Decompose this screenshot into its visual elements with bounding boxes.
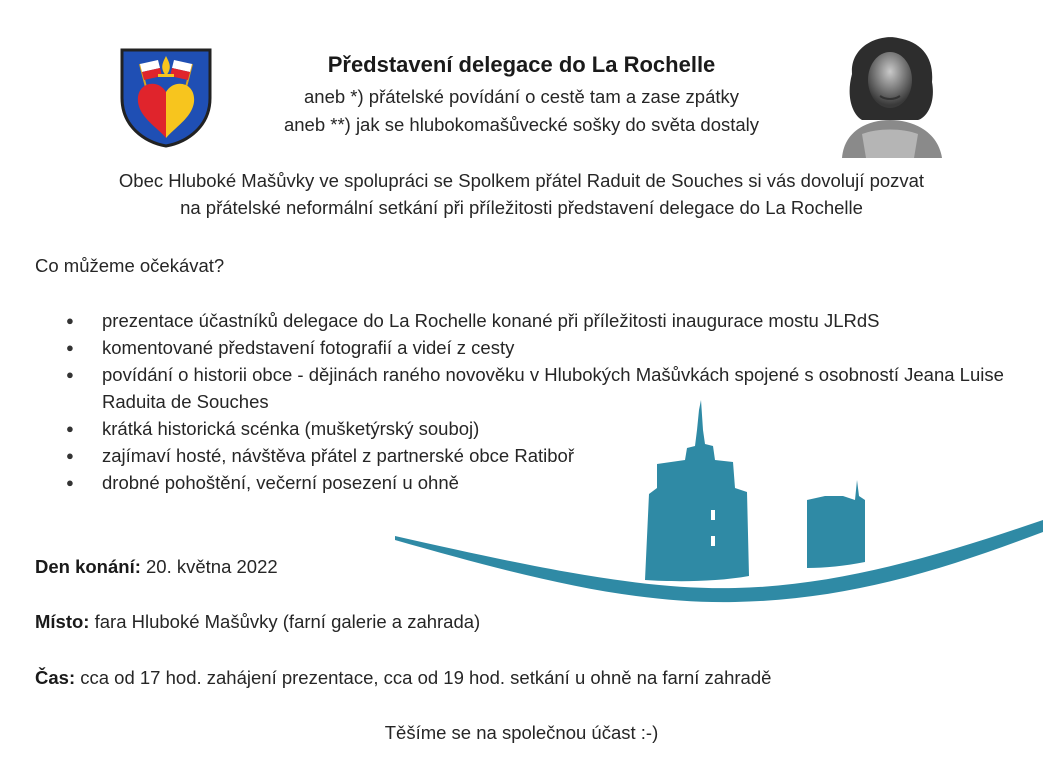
place-value: fara Hluboké Mašůvky (farní galerie a zahrada)	[89, 611, 481, 632]
date-label: Den konání:	[35, 556, 141, 577]
intro-line-1: Obec Hluboké Mašůvky ve spolupráci se Spolkem přátel Raduit de Souches si vás dovolují pozvat	[118, 170, 925, 191]
list-item: ● krátká historická scénka (mušketýrský souboj)	[62, 415, 1022, 442]
place-label: Místo:	[35, 611, 90, 632]
list-item: ● drobné pohoštění, večerní posezení u ohně	[62, 469, 1022, 496]
subtitle-2: aneb **) jak se hlubokomašůvecké sošky do světa dostaly	[283, 114, 760, 135]
event-place	[35, 611, 480, 633]
question-heading: Co můžeme očekávat?	[35, 255, 225, 276]
list-item: ● komentované představení fotografií a videí z cesty	[62, 334, 1022, 361]
program-list	[62, 307, 1022, 496]
event-date	[35, 556, 278, 578]
time-label: Čas:	[35, 667, 76, 688]
list-item: ● povídání o historii obce - dějinách raného novověku v Hlubokých Mašůvkách spojené s osobností Jeana Luise Raduita de Souches	[62, 361, 1012, 415]
event-time	[35, 667, 771, 689]
date-value: 20. května 2022	[140, 556, 278, 577]
closing-text: Těšíme se na společnou účast :-)	[384, 722, 659, 743]
list-item: ● prezentace účastníků delegace do La Rochelle konané při příležitosti inaugurace mostu JLRdS	[62, 307, 1022, 334]
subtitle-1: aneb *) přátelské povídání o cestě tam a zase zpátky	[304, 86, 739, 107]
intro-line-2: na přátelské neformální setkání při příležitosti představení delegace do La Rochelle	[180, 197, 863, 218]
list-item: ● zajímaví hosté, návštěva přátel z partnerské obce Ratiboř	[62, 442, 1022, 469]
time-value: cca od 17 hod. zahájení prezentace, cca od 19 hod. setkání u ohně na farní zahradě	[75, 667, 772, 688]
page-title-text: Představení delegace do La Rochelle	[327, 52, 716, 77]
page-title	[0, 52, 1043, 78]
